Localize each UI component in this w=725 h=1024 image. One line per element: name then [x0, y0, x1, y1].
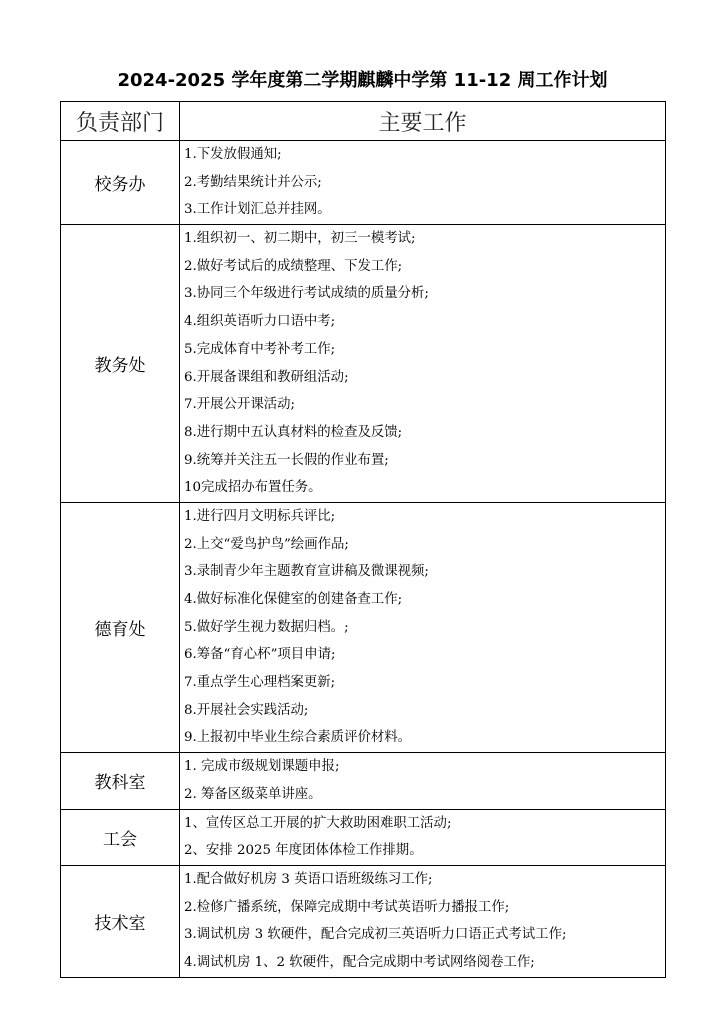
task-item: 2. 筹备区级菜单讲座。	[184, 786, 322, 802]
tasks-cell	[180, 225, 666, 503]
tasks-cell	[180, 753, 666, 809]
table-body	[61, 141, 666, 978]
task-item: 2.考勤结果统计并公示;	[184, 174, 322, 190]
task-item: 3.录制青少年主题教育宣讲稿及微课视频;	[184, 564, 429, 580]
task-item: 6.开展备课组和教研组活动;	[184, 369, 349, 385]
table-row	[61, 865, 666, 977]
task-item: 6.筹备“育心杯”项目申请;	[184, 647, 336, 663]
department-cell: 教务处	[61, 225, 180, 503]
task-item: 2.上交“爱鸟护鸟”绘画作品;	[184, 536, 349, 552]
tasks-cell	[180, 141, 666, 225]
work-plan-table	[60, 101, 666, 978]
task-item: 7.重点学生心理档案更新;	[184, 675, 336, 691]
task-item: 2.做好考试后的成绩整理、下发工作;	[184, 258, 403, 274]
table-row	[61, 502, 666, 752]
table-row	[61, 809, 666, 865]
tasks-cell	[180, 502, 666, 752]
task-item: 2.检修广播系统，保障完成期中考试英语听力播报工作;	[184, 899, 510, 915]
task-item: 7.开展公开课活动;	[184, 397, 296, 413]
task-item: 1.配合做好机房 3 英语口语班级练习工作;	[184, 871, 433, 887]
task-item: 1.进行四月文明标兵评比;	[184, 508, 336, 524]
task-item: 5.做好学生视力数据归档。;	[184, 619, 349, 635]
task-item: 8.进行期中五认真材料的检查及反馈;	[184, 424, 403, 440]
page-title: 2024-2025 学年度第二学期麒麟中学第 11-12 周工作计划	[117, 70, 608, 91]
header-main-work: 主要工作	[180, 102, 666, 141]
task-item: 1.下发放假通知;	[184, 147, 282, 162]
task-item: 4.做好标准化保健室的创建备查工作;	[184, 592, 403, 607]
task-item: 1.组织初一、初二期中，初三一模考试;	[184, 231, 416, 247]
task-item: 9.统筹并关注五一长假的作业布置;	[184, 452, 389, 468]
task-item: 10完成招办布置任务。	[184, 480, 322, 496]
task-item: 9.上报初中毕业生综合素质评价材料。	[184, 730, 412, 746]
task-item: 2、安排 2025 年度团体体检工作排期。	[184, 843, 423, 859]
table-row	[61, 141, 666, 225]
task-item: 3.协同三个年级进行考试成绩的质量分析;	[184, 286, 429, 302]
header-dept: 负责部门	[61, 102, 180, 141]
task-item: 1. 完成市级规划课题申报;	[184, 759, 340, 775]
task-item: 4.调试机房 1、2 软硬件，配合完成期中考试网络阅卷工作;	[184, 954, 535, 970]
task-item: 8.开展社会实践活动;	[184, 702, 309, 718]
department-cell: 德育处	[61, 502, 180, 752]
task-item: 3.工作计划汇总并挂网。	[184, 202, 331, 218]
table-header-row	[61, 102, 666, 141]
task-item: 5.完成体育中考补考工作;	[184, 341, 336, 357]
tasks-cell	[180, 809, 666, 865]
task-item: 4.组织英语听力口语中考;	[184, 314, 336, 330]
department-cell: 校务办	[61, 141, 180, 225]
table-row	[61, 225, 666, 503]
department-cell: 教科室	[61, 753, 180, 809]
table-row	[61, 753, 666, 809]
department-cell: 技术室	[61, 865, 180, 977]
tasks-cell	[180, 865, 666, 977]
department-cell: 工会	[61, 809, 180, 865]
task-item: 1、宣传区总工开展的扩大救助困难职工活动;	[184, 815, 452, 831]
task-item: 3.调试机房 3 软硬件，配合完成初三英语听力口语正式考试工作;	[184, 927, 567, 943]
